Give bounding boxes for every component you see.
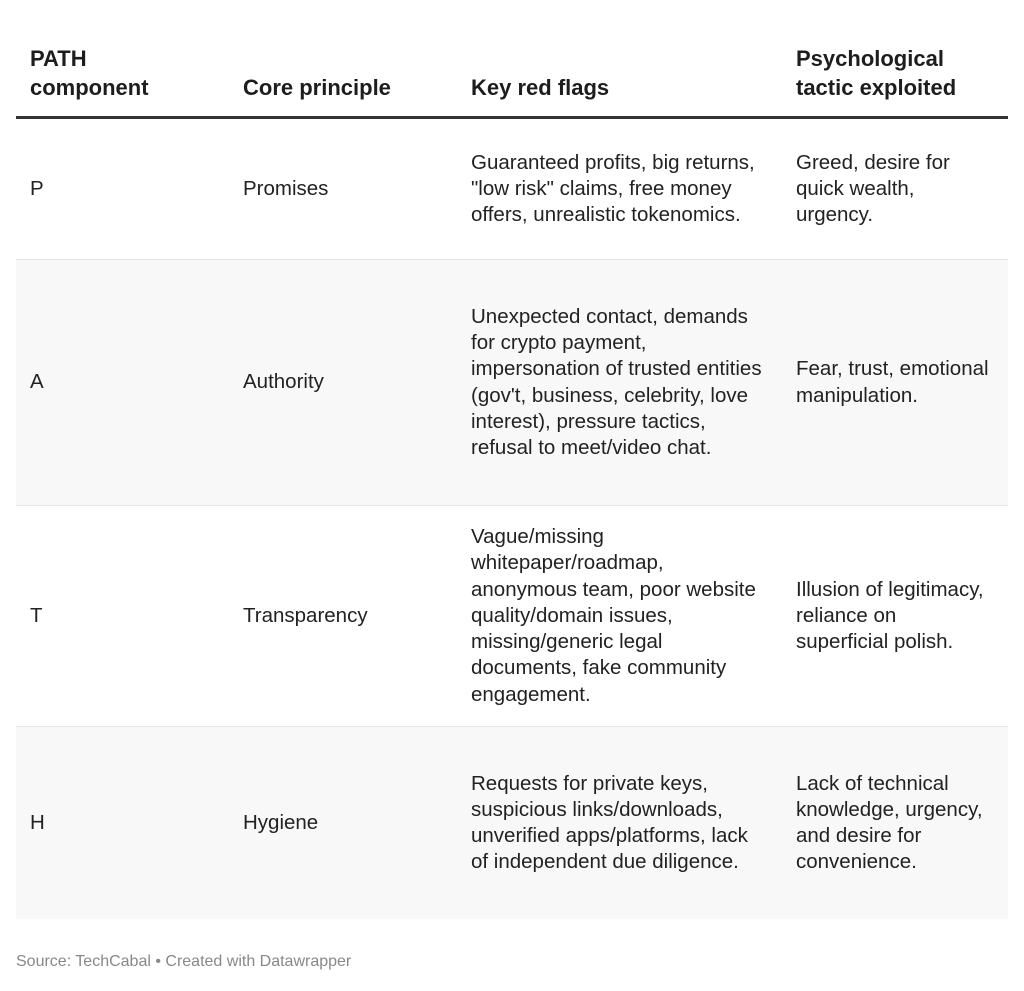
table-row — [16, 260, 1008, 506]
cell-tactic: Fear, trust, emotional manipulation. — [796, 357, 989, 407]
table-row — [16, 506, 1008, 727]
table-body — [16, 118, 1008, 920]
column-header-key-red-flags: Key red flags — [457, 44, 782, 118]
table-header — [16, 44, 1008, 118]
cell-red-flags: Requests for private keys, suspicious links/downloads, unverified apps/platforms, lack of independent due diligence. — [471, 771, 748, 874]
cell-principle: Hygiene — [243, 810, 319, 834]
cell-principle: Authority — [243, 370, 324, 394]
cell-component: A — [30, 370, 44, 394]
cell-component: H — [30, 810, 45, 834]
cell-red-flags: Unexpected contact, demands for crypto payment, impersonation of trusted entities (gov't, business, celebrity, love interest), pressure tactics, refusal to meet/video chat. — [471, 304, 762, 459]
cell-tactic: Illusion of legitimacy, reliance on superficial polish. — [796, 577, 984, 654]
cell-principle: Promises — [243, 176, 329, 200]
column-header-psychological-tactic: Psychological tactic exploited — [782, 44, 1008, 118]
column-header-core-principle: Core principle — [229, 44, 457, 118]
cell-red-flags: Guaranteed profits, big returns, "low risk" claims, free money offers, unrealistic tokenomics. — [471, 150, 755, 227]
path-framework-table-container — [16, 44, 1008, 919]
cell-component: P — [30, 176, 44, 200]
cell-component: T — [30, 603, 43, 627]
table-row — [16, 727, 1008, 920]
cell-tactic: Lack of technical knowledge, urgency, and desire for convenience. — [796, 771, 983, 874]
header-row — [16, 44, 1008, 118]
cell-principle: Transparency — [243, 603, 368, 627]
source-footer: Source: TechCabal • Created with Datawrapper — [16, 953, 352, 970]
cell-tactic: Greed, desire for quick wealth, urgency. — [796, 150, 950, 227]
path-framework-table — [16, 44, 1008, 919]
table-row — [16, 118, 1008, 260]
column-header-path-component: PATH component — [16, 44, 229, 118]
cell-red-flags: Vague/missing whitepaper/roadmap, anonymous team, poor website quality/domain issues, missing/generic legal documents, fake community engagement. — [471, 525, 756, 706]
